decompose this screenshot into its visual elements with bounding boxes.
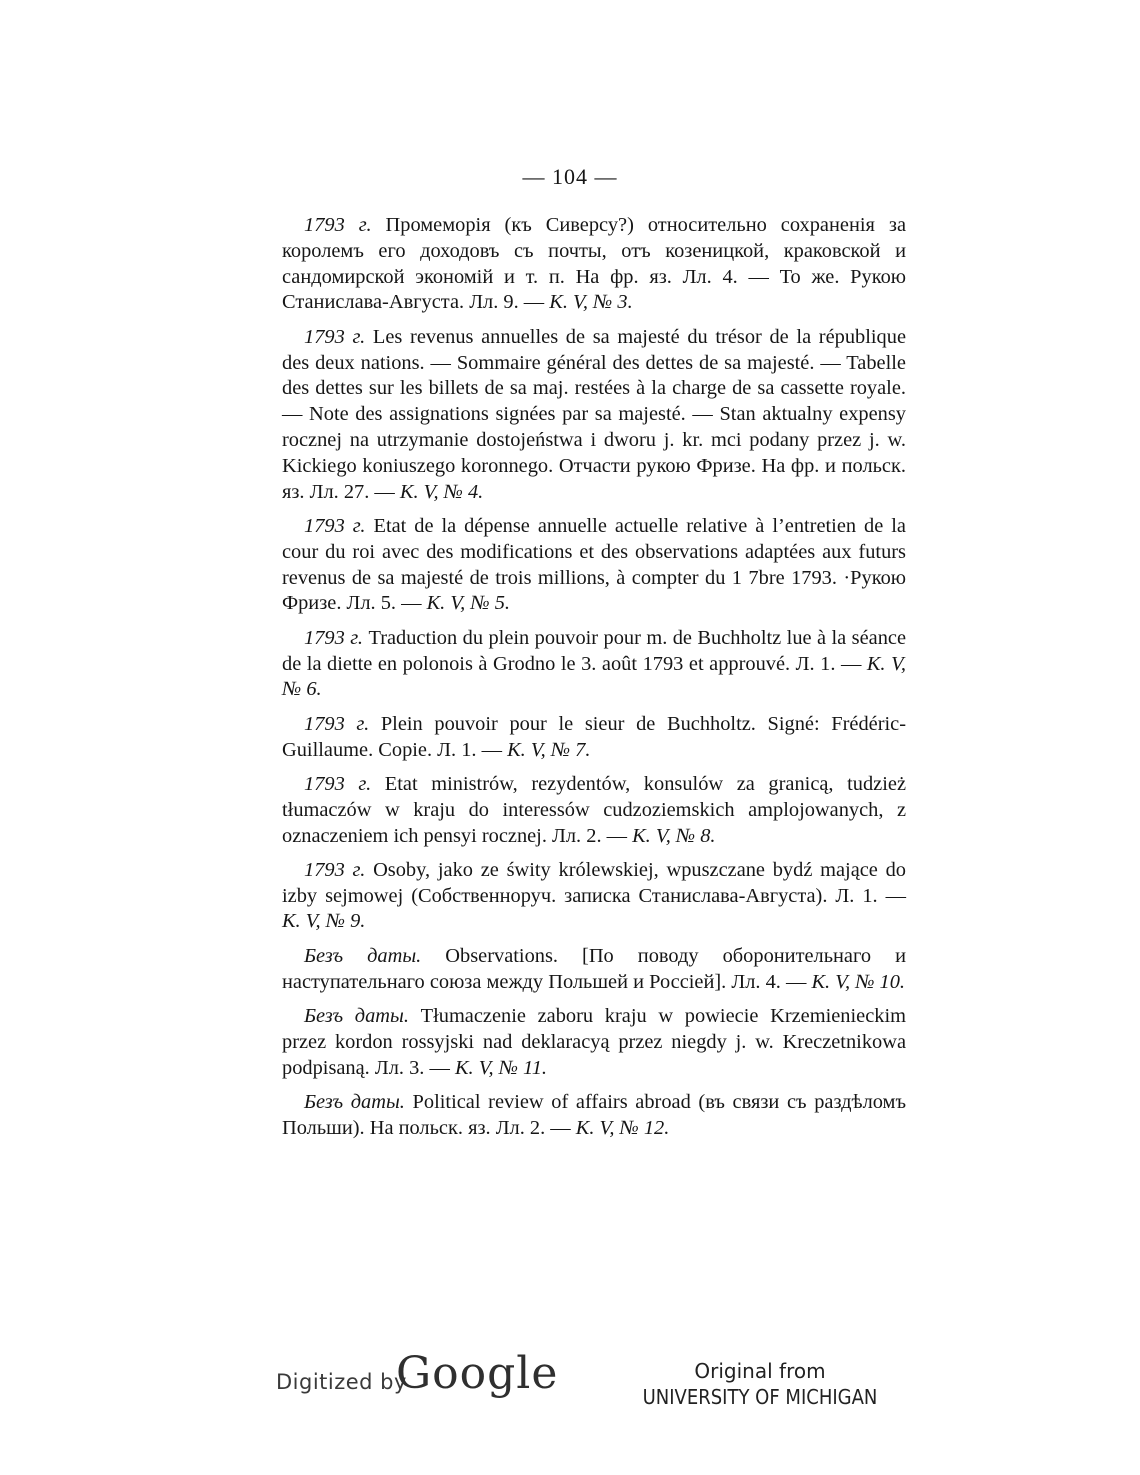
entry-text: Промеморія (къ Сиверсу?) относительно сохраненія за королемъ его доходовъ съ почты, отъ козеницкой, краковской и сандомирской экономій и т. п. На фр. яз. Лл. 4. — То же. Рукою Станислава-Августа. Лл. 9. — <box>282 214 906 314</box>
entry-text: Osoby, jako ze świty królewskiej, wpuszczane bydź mające do izby sejmowej (Собственноруч. записка Станислава-Августа). Л. 1. — <box>282 858 906 907</box>
entry-reference: К. V, № 9. <box>282 910 366 933</box>
entry-reference: К. V, № 4. <box>399 480 484 503</box>
original-from-label: Original from <box>694 1359 826 1383</box>
page-number: — 104 — <box>522 164 618 189</box>
entry-text: Etat de la dépense annuelle actuelle relative à l’entretien de la cour du roi avec des modifications et des observations adaptées aux futurs revenus de sa majesté de trois millions, à compter du 1 7bre 1793. ·Рукою Фризе. Лл. 5. — <box>282 514 906 615</box>
entry-text: Plein pouvoir pour le sieur de Buchholtz. Signé: Frédéric-Guillaume. Copie. Л. 1. — <box>282 712 906 761</box>
entry <box>282 626 906 703</box>
entry-date: 1793 г. <box>304 514 366 537</box>
entry <box>282 325 906 506</box>
entry-date: Безъ даты. <box>304 1005 409 1028</box>
entry <box>282 1090 906 1142</box>
entry-date: Безъ даты. <box>304 944 422 967</box>
entry-reference: К. V, № 6. <box>282 652 906 701</box>
google-logo: Google <box>396 1348 559 1399</box>
entry <box>282 944 906 996</box>
entry-text: Etat ministrów, rezydentów, konsulów za granicą, tudzież tłumaczów w kraju do interessów cudzoziemskich amplojowanych, z oznaczeniem ich pensyi rocznej. Лл. 2. — <box>282 772 907 847</box>
entry-reference: К. V, № 5. <box>426 592 510 615</box>
university-name: UNIVERSITY OF MICHIGAN <box>642 1385 878 1409</box>
entry-date: 1793 г. <box>304 214 372 236</box>
entry-date: 1793 г. <box>304 712 370 735</box>
entry <box>282 772 906 849</box>
entry-date: Безъ даты. <box>304 1091 405 1114</box>
entry-text: Political review of affairs abroad (въ связи съ раздѣломъ Польши). На польск. яз. Лл. 2. — <box>282 1091 907 1139</box>
entry-date: 1793 г. <box>304 626 364 649</box>
original-from-credit <box>610 1358 910 1410</box>
entry-text: Traduction du plein pouvoir pour m. de Buchholtz lue à la séance de la diette en polonois à Grodno le 3. août 1793 et approuvé. Л. 1. — <box>282 626 906 675</box>
entry-date: 1793 г. <box>304 325 366 348</box>
entry <box>282 1004 906 1081</box>
entry-reference: К. V, № 8. <box>632 824 716 847</box>
entry-reference: К. V, № 10. <box>811 970 906 993</box>
entry <box>282 712 906 764</box>
digitized-by-label: Digitized by <box>276 1370 407 1394</box>
entry-text: Les revenus annuelles de sa majesté du trésor de la république des deux nations. — Sommaire général des dettes de sa majesté. — Tabelle des dettes sur les billets de sa maj. restées à la charge de sa cassette royale. — Note des assignations signées par sa majesté. — Stan aktualny expensy rocznej na utrzymanie dostojeństwa i dworu j. kr. mci podany przez j. w. Kickiego koniuszego koronnego. Отчасти рукою Фризе. На фр. и польск. яз. Лл. 27. — <box>282 325 906 503</box>
entry-reference: К. V, № 11. <box>454 1056 548 1079</box>
entry-date: 1793 г. <box>304 858 366 881</box>
entry <box>282 514 906 617</box>
scan-footer <box>0 1348 1140 1438</box>
entry-text: Observations. [По поводу оборонительнаго и наступательнаго союза между Польшей и Россіей]. Лл. 4. — <box>282 944 906 993</box>
entry <box>282 213 906 316</box>
entry-text: Tłumaczenie zaboru kraju w powiecie Krzemienieckim przez kordon rossyjski nad deklaracyą przez niegdy j. w. Kreczetnikowa podpisaną. Лл. 3. — <box>282 1005 906 1079</box>
digitized-by-google-watermark <box>276 1348 576 1428</box>
entry-reference: К. V, № 3. <box>549 291 633 314</box>
entry-list <box>282 213 906 1150</box>
entry-reference: К. V, № 7. <box>507 738 591 761</box>
entry-reference: К. V, № 12. <box>575 1116 670 1139</box>
entry-date: 1793 г. <box>304 772 372 795</box>
entry <box>282 858 906 935</box>
